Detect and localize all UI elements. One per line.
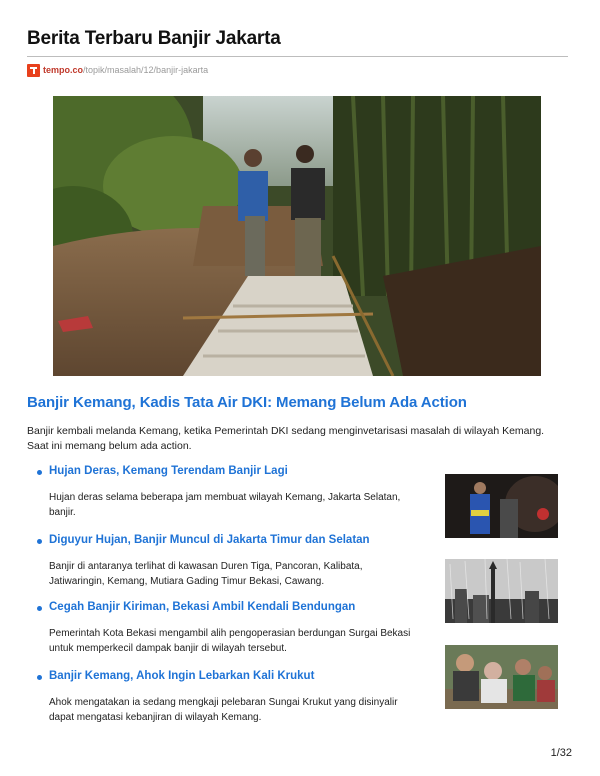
flood-night-photo	[445, 474, 558, 538]
related-thumb-4[interactable]	[445, 645, 558, 709]
hero-photo	[53, 96, 541, 376]
rain-skyline-photo	[445, 559, 558, 623]
related-summary-1: Hujan deras selama beberapa jam membuat wilayah Kemang, Jakarta Selatan, banjir.	[49, 492, 401, 518]
related-summary-4: Ahok mengatakan ia sedang mengkaji pelebaran Sungai Krukut yang disinyalir dapat mengatasi kebanjiran di wilayah Kemang.	[49, 697, 398, 723]
page-number: 1/32	[550, 747, 572, 759]
source-path[interactable]: /topik/masalah/12/banjir-jakarta	[83, 65, 209, 75]
related-summary-3: Pemerintah Kota Bekasi mengambil alih pengoperasian berdungan Surgai Bekasi untuk memperkecil dampak banjir di wilayah tersebut.	[49, 628, 411, 654]
source-domain[interactable]: tempo.co	[43, 65, 84, 75]
related-thumb-2[interactable]	[445, 559, 558, 623]
bullet-icon	[37, 606, 42, 611]
related-title-2[interactable]: Diguyur Hujan, Banjir Muncul di Jakarta Timur dan Selatan	[49, 534, 370, 546]
related-summary-2: Banjir di antaranya terlihat di kawasan Duren Tiga, Pancoran, Kalibata, Jatiwaringin, Kemang, Mutiara Gading Timur Bekasi, Cawang.	[49, 561, 363, 587]
related-title-4[interactable]: Banjir Kemang, Ahok Ingin Lebarkan Kali Krukut	[49, 670, 315, 682]
bullet-icon	[37, 539, 42, 544]
bullet-icon	[37, 675, 42, 680]
page-title: Berita Terbaru Banjir Jakarta	[27, 28, 281, 49]
title-divider	[27, 56, 568, 57]
source-line[interactable]	[27, 63, 208, 77]
hero-image[interactable]	[53, 96, 541, 376]
main-summary: Banjir kembali melanda Kemang, ketika Pemerintah DKI sedang menginvetarisasi masalah di wilayah Kemang. Saat ini memang belum ada action.	[27, 425, 545, 452]
related-title-1[interactable]: Hujan Deras, Kemang Terendam Banjir Lagi	[49, 465, 288, 477]
related-thumb-1[interactable]	[445, 474, 558, 538]
main-headline[interactable]: Banjir Kemang, Kadis Tata Air DKI: Memang Belum Ada Action	[27, 394, 467, 411]
boat-evacuation-photo	[445, 645, 558, 709]
tempo-logo-icon	[27, 64, 40, 77]
related-title-3[interactable]: Cegah Banjir Kiriman, Bekasi Ambil Kendali Bendungan	[49, 601, 356, 613]
bullet-icon	[37, 470, 42, 475]
